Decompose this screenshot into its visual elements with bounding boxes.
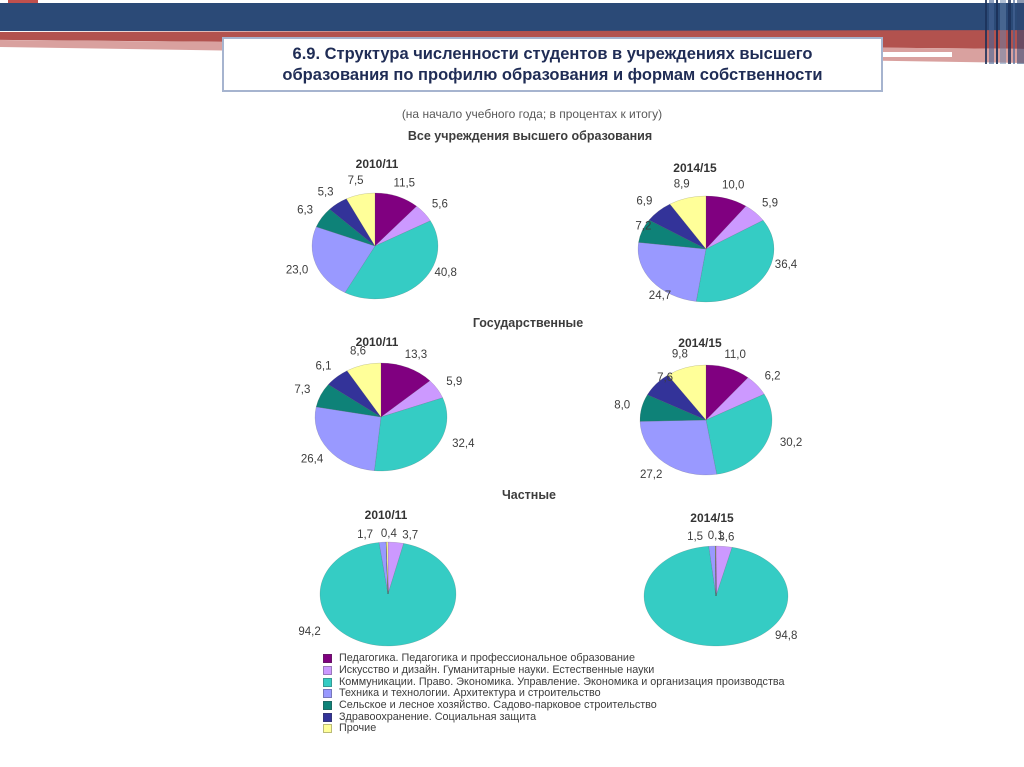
- legend-swatch: [323, 713, 332, 722]
- slice-value-label: 32,4: [452, 437, 475, 450]
- slice-value-label: 6,2: [764, 370, 781, 383]
- slice-value-label: 7,3: [294, 384, 311, 396]
- legend-label: Сельское и лесное хозяйство. Садово-парковое строительство: [339, 699, 657, 712]
- slice-value-label: 5,9: [446, 375, 463, 388]
- legend-item: [323, 665, 785, 677]
- pie-slice: [315, 407, 381, 471]
- pie-slice: [640, 420, 717, 475]
- slice-value-label: 7,5: [347, 174, 364, 187]
- group-heading-private: Частные: [502, 488, 556, 502]
- slice-value-label: 0,4: [380, 528, 397, 540]
- group-heading-all-institutions: Все учреждения высшего образования: [407, 129, 653, 143]
- slice-value-label: 6,9: [636, 195, 653, 208]
- legend-item: [323, 711, 785, 723]
- slice-value-label: 5,3: [317, 186, 334, 199]
- legend-label: Искусство и дизайн. Гуманитарные науки. Естественные науки: [339, 664, 655, 677]
- slice-value-label: 36,4: [774, 258, 798, 271]
- slice-value-label: 1,7: [357, 529, 374, 542]
- legend-label: Коммуникации. Право. Экономика. Управление. Экономика и организация производства: [339, 675, 785, 688]
- slice-value-label: 94,8: [775, 629, 798, 642]
- legend-label: Здравоохранение. Социальная защита: [339, 710, 537, 723]
- slice-value-label: 40,8: [434, 267, 457, 280]
- group-heading-state: Государственные: [472, 316, 584, 330]
- slice-value-label: 5,9: [762, 197, 778, 210]
- slice-value-label: 11,5: [393, 177, 416, 190]
- slice-value-label: 11,0: [724, 349, 746, 362]
- slice-value-label: 6,1: [315, 360, 332, 373]
- slice-value-label: 1,5: [687, 531, 704, 544]
- legend-label: Прочие: [339, 722, 377, 735]
- legend-item: [323, 688, 785, 700]
- pie-title-state-2010: 2010/11: [355, 335, 399, 349]
- slide-title: 6.9. Структура численности студентов в учреждениях высшего образования по профилю образования и формам собственности: [282, 45, 823, 84]
- legend-swatch: [323, 666, 332, 675]
- slice-value-label: 3,6: [718, 531, 735, 544]
- pie-title-all-2010: 2010/11: [355, 157, 399, 171]
- legend-item: [323, 653, 785, 665]
- slice-value-label: 6,3: [297, 204, 314, 217]
- pie-title-private-2010: 2010/11: [364, 508, 408, 522]
- chart-note: (на начало учебного года; в процентах к итогу): [401, 107, 663, 121]
- slice-value-label: 0,1: [707, 530, 724, 542]
- pie-title-all-2014: 2014/15: [673, 161, 717, 175]
- slice-value-label: 9,8: [671, 348, 688, 361]
- legend-swatch: [323, 701, 332, 710]
- chart-legend: [323, 653, 785, 735]
- legend-swatch: [323, 724, 332, 733]
- slice-value-label: 30,2: [779, 437, 803, 449]
- slice-value-label: 8,0: [614, 399, 631, 412]
- legend-label: Техника и технологии. Архитектура и строительство: [339, 687, 601, 700]
- slice-value-label: 8,6: [350, 345, 366, 358]
- slice-value-label: 27,2: [640, 468, 663, 481]
- slice-value-label: 7,6: [657, 372, 674, 384]
- legend-label: Педагогика. Педагогика и профессиональное образование: [339, 652, 635, 665]
- slice-value-label: 5,6: [431, 198, 448, 211]
- legend-item: [323, 700, 785, 712]
- pie-title-private-2014: 2014/15: [690, 511, 734, 525]
- slice-value-label: 23,0: [285, 264, 309, 277]
- legend-item: [323, 723, 785, 735]
- slice-value-label: 94,2: [298, 625, 321, 638]
- slice-value-label: 8,9: [673, 178, 690, 191]
- legend-swatch: [323, 689, 332, 698]
- legend-item: [323, 676, 785, 688]
- slice-value-label: 24,7: [648, 290, 672, 303]
- slice-value-label: 7,2: [635, 220, 652, 233]
- slice-value-label: 13,3: [404, 348, 428, 361]
- legend-swatch: [323, 654, 332, 663]
- slice-value-label: 26,4: [300, 453, 324, 466]
- slice-value-label: 3,7: [402, 529, 419, 542]
- legend-swatch: [323, 678, 332, 687]
- pie-title-state-2014: 2014/15: [678, 336, 722, 350]
- slice-value-label: 10,0: [722, 179, 745, 192]
